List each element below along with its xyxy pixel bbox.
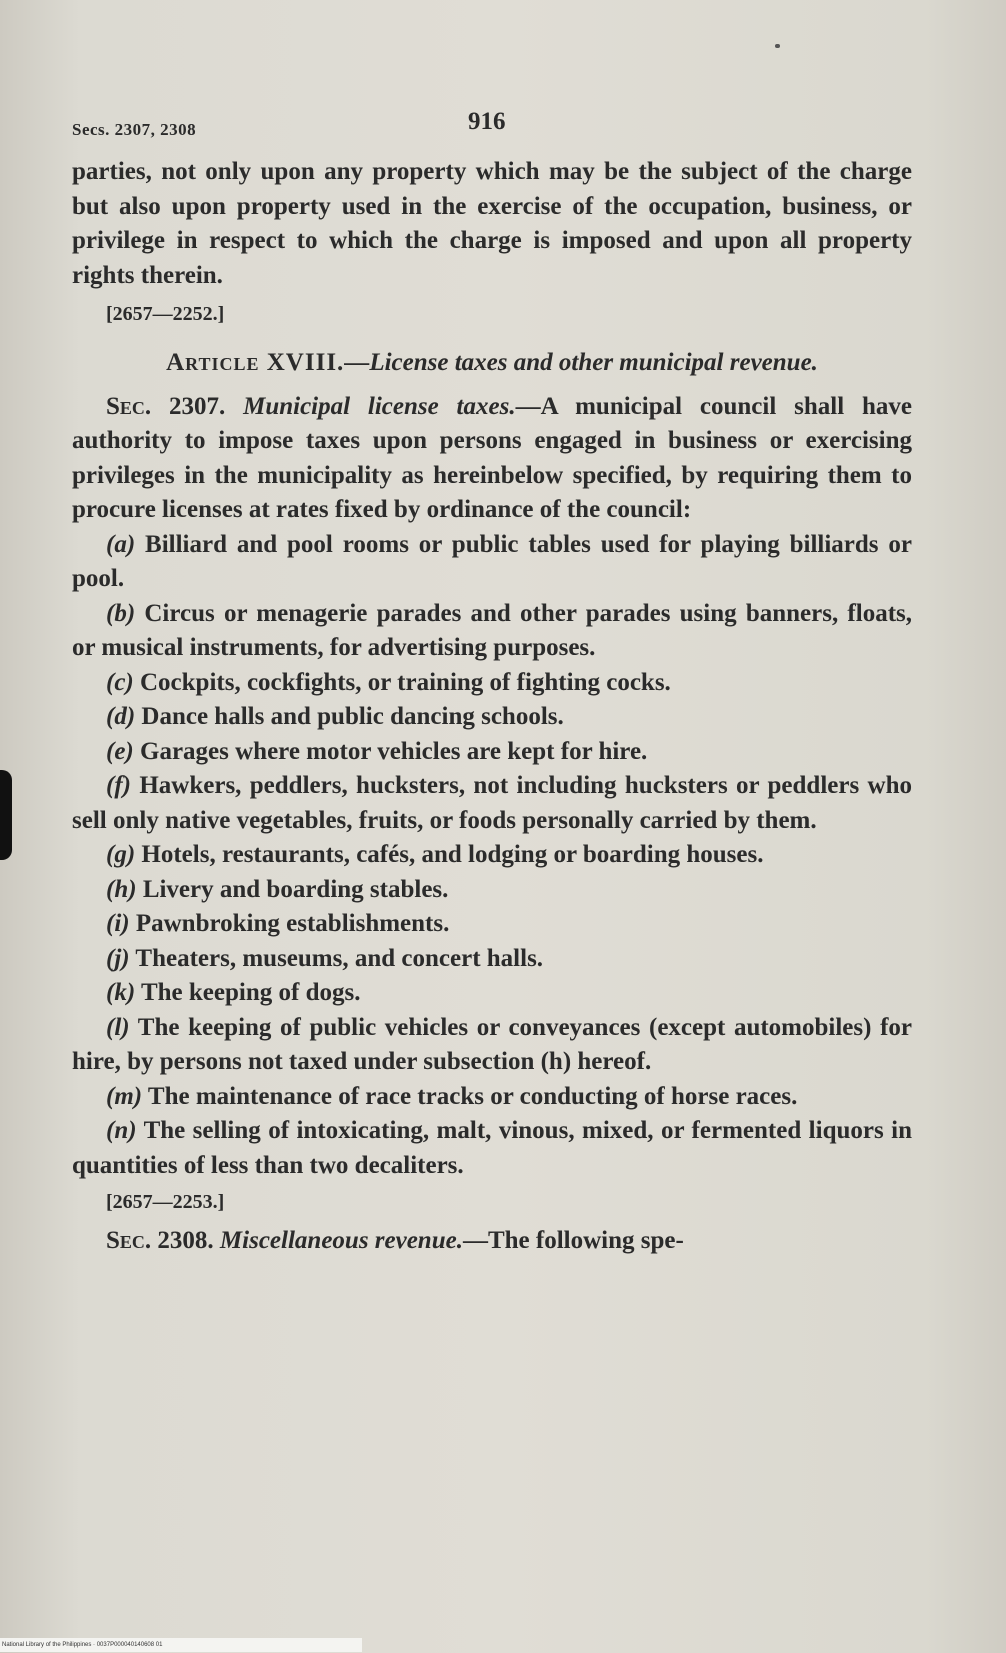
list-item	[72, 907, 912, 942]
article-title: —License taxes and other municipal revenue.	[344, 348, 818, 376]
list-item	[72, 1080, 912, 1115]
list-item	[72, 1011, 912, 1080]
item-text: Theaters, museums, and concert halls.	[135, 944, 544, 972]
list-item	[72, 700, 912, 735]
continuation-paragraph: parties, not only upon any property which may be the subject of the charge but also upon property used in the exercise of the occupation, business, or privilege in respect to which the charge is imposed and upon all property rights therein.	[72, 158, 912, 289]
citation-reference: [2657—2253.]	[106, 1191, 225, 1213]
item-label: (i)	[106, 910, 130, 937]
item-label: (a)	[106, 530, 136, 558]
item-text: Livery and boarding stables.	[142, 875, 449, 903]
item-text: Pawnbroking establishments.	[135, 910, 450, 937]
item-text: The selling of intoxicating, malt, vinous, mixed, or fermented liquors in quantities of less than two decaliters.	[72, 1117, 912, 1179]
scan-edge-mark	[0, 770, 12, 860]
item-label: (k)	[106, 979, 136, 1006]
item-label: (e)	[106, 737, 134, 765]
header-sections: Secs. 2307, 2308	[72, 120, 197, 139]
page-number: 916	[468, 108, 506, 135]
item-label: (c)	[106, 668, 134, 696]
item-text: Hotels, restaurants, cafés, and lodging or boarding houses.	[141, 841, 764, 868]
item-text: The maintenance of race tracks or conducting of horse races.	[147, 1082, 798, 1110]
section-number: Sec. 2308.	[106, 1226, 214, 1254]
item-text: Garages where motor vehicles are kept for hire.	[140, 737, 648, 765]
item-text: Billiard and pool rooms or public tables used for playing billiards or pool.	[72, 530, 912, 592]
list-item	[72, 838, 912, 873]
item-text: Cockpits, cockfights, or training of fighting cocks.	[140, 668, 671, 696]
list-item	[72, 942, 912, 977]
citation-reference: [2657—2252.]	[106, 303, 225, 325]
section-heading: Municipal license taxes.	[243, 392, 516, 420]
section-2308	[72, 1224, 912, 1259]
article-label: Article XVIII.	[166, 348, 345, 376]
list-item	[72, 597, 912, 666]
item-label: (d)	[106, 703, 136, 730]
scan-speck	[775, 44, 780, 48]
section-heading: Miscellaneous revenue.	[219, 1226, 463, 1254]
item-label: (m)	[106, 1082, 143, 1110]
list-item	[72, 769, 912, 838]
page-body	[72, 155, 912, 1258]
item-text: Circus or menagerie parades and other parades using banners, floats, or musical instruments, for advertising purposes.	[72, 599, 912, 661]
item-text: Dance halls and public dancing schools.	[141, 703, 564, 730]
section-number: Sec. 2307.	[106, 392, 226, 420]
item-label: (h)	[106, 875, 137, 903]
item-text: The keeping of public vehicles or conveyances (except automobiles) for hire, by persons not taxed under subsection (h) hereof.	[72, 1013, 912, 1075]
item-label: (j)	[106, 944, 130, 972]
scan-footer: National Library of the Philippines · 0037P000040140608 01	[0, 1638, 362, 1652]
item-text: The keeping of dogs.	[140, 979, 361, 1006]
page-header	[72, 108, 912, 148]
article-heading	[72, 346, 912, 380]
list-item	[72, 666, 912, 701]
section-2307	[72, 390, 912, 528]
item-text: Hawkers, peddlers, hucksters, not including hucksters or peddlers who sell only native vegetables, fruits, or foods personally carried by them.	[72, 772, 913, 834]
item-list	[72, 528, 912, 1184]
item-label: (n)	[106, 1117, 137, 1144]
item-label: (g)	[106, 841, 136, 868]
section-text: —A municipal council shall have authority to impose taxes upon persons engaged in business or exercising privileges in the municipality as hereinbelow specified, by requiring them to procure licenses at rates fixed by ordinance of the council:	[72, 392, 912, 523]
section-text: —The following spe-	[462, 1226, 684, 1254]
list-item	[72, 873, 912, 908]
list-item	[72, 1114, 912, 1183]
item-label: (l)	[106, 1013, 130, 1041]
list-item	[72, 528, 912, 597]
list-item	[72, 976, 912, 1011]
list-item	[72, 735, 912, 770]
item-label: (b)	[106, 599, 136, 627]
item-label: (f)	[106, 772, 131, 799]
